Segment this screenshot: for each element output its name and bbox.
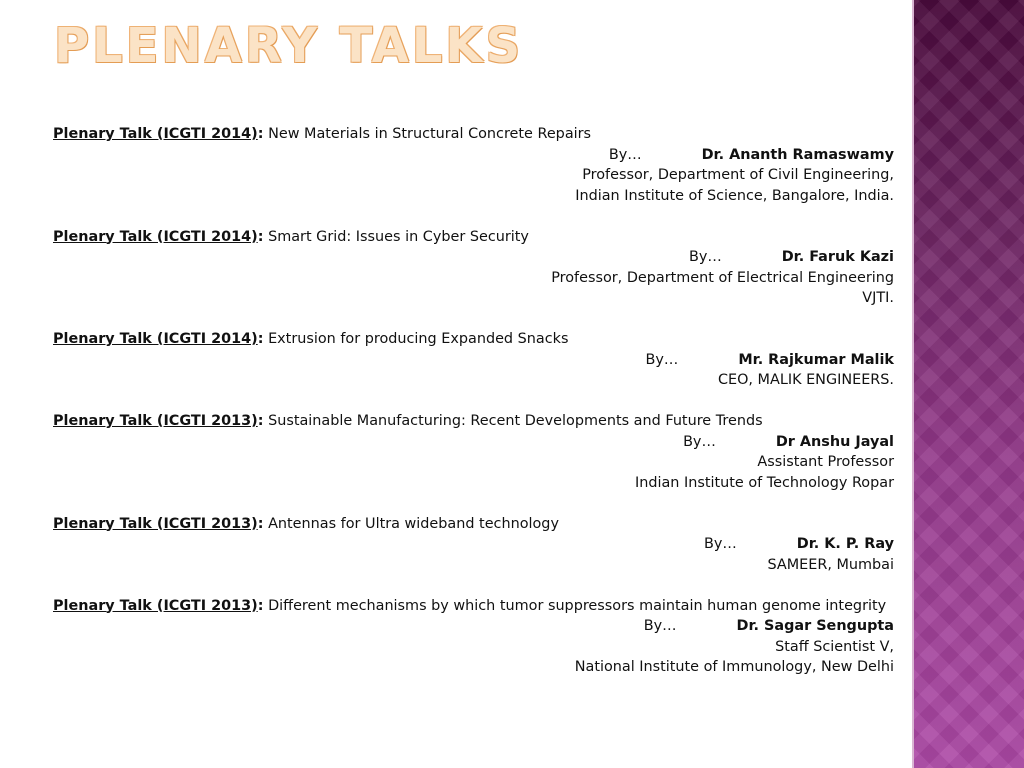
by-label: By… [608,146,642,163]
talk-topic: Antennas for Ultra wideband technology [268,515,559,532]
speaker-detail: VJTI. [862,290,894,306]
label-colon: : [257,228,264,245]
speaker-detail: SAMEER, Mumbai [767,556,894,573]
by-label: By… [704,536,737,552]
label-colon: : [257,515,264,532]
talk-entry [53,514,894,576]
speaker-name: Dr. K. P. Ray [796,536,894,552]
speaker-name: Dr. Faruk Kazi [781,249,894,265]
talk-entry [53,411,894,493]
speaker-name: Dr. Ananth Ramaswamy [701,146,894,163]
talk-label: Plenary Talk (ICGTI 2013) [53,597,258,614]
label-colon: : [257,597,264,614]
talk-entry [53,124,894,206]
label-colon: : [257,413,264,429]
talk-label: Plenary Talk (ICGTI 2013) [53,515,258,532]
talk-label: Plenary Talk (ICGTI 2014) [53,331,258,347]
talk-topic: New Materials in Structural Concrete Repairs [268,126,592,142]
label-colon: : [257,331,264,347]
talk-label: Plenary Talk (ICGTI 2014) [53,126,258,142]
by-label: By… [643,618,677,634]
talk-topic: Different mechanisms by which tumor suppressors maintain human genome integrity [268,597,887,614]
slide-title: PLENARY TALKS [54,18,524,74]
talk-entry [53,227,894,309]
decorative-side-band [912,0,1024,768]
speaker-detail: CEO, MALIK ENGINEERS. [717,372,894,388]
speaker-detail: Professor, Department of Civil Engineering, [582,167,894,183]
talk-topic: Extrusion for producing Expanded Snacks [268,331,569,347]
talk-topic: Sustainable Manufacturing: Recent Developments and Future Trends [268,413,763,429]
talk-entry [53,596,894,678]
speaker-name: Dr Anshu Jayal [775,433,894,450]
speaker-detail: Assistant Professor [757,454,894,470]
speaker-detail: Indian Institute of Science, Bangalore, India. [575,187,894,204]
speaker-name: Mr. Rajkumar Malik [738,351,894,368]
talk-list [53,124,894,698]
by-label: By… [688,249,722,265]
speaker-detail: Indian Institute of Technology Ropar [634,474,894,491]
talk-label: Plenary Talk (ICGTI 2013) [53,413,258,429]
talk-topic: Smart Grid: Issues in Cyber Security [268,228,529,245]
by-label: By… [645,351,679,368]
talk-entry [53,329,894,391]
speaker-name: Dr. Sagar Sengupta [736,618,894,634]
speaker-detail: National Institute of Immunology, New Delhi [574,659,894,675]
by-label: By… [683,433,716,450]
label-colon: : [257,126,264,142]
talk-label: Plenary Talk (ICGTI 2014) [53,228,258,245]
speaker-detail: Staff Scientist V, [775,638,894,655]
speaker-detail: Professor, Department of Electrical Engineering [551,269,894,286]
